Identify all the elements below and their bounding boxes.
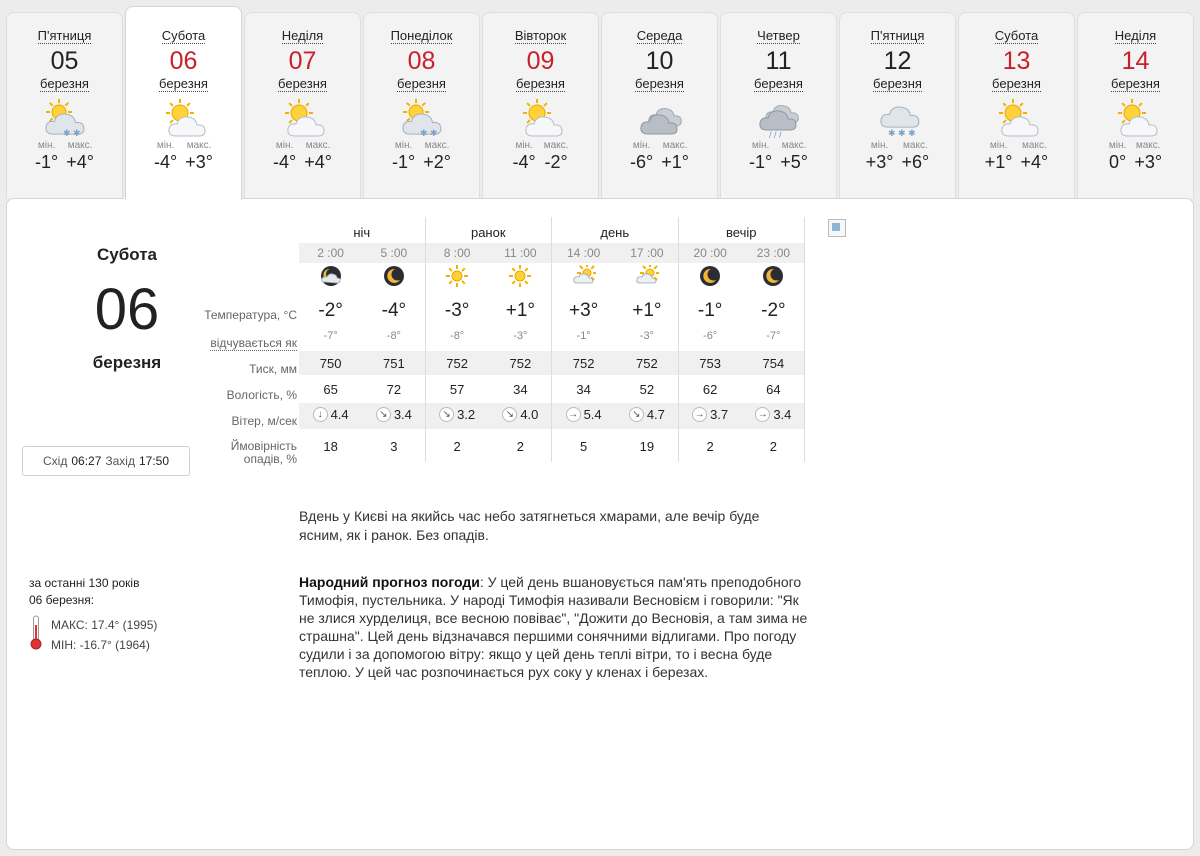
- day-tab-number: 11: [765, 47, 792, 75]
- hour-time: 17 :00: [630, 246, 664, 260]
- sun-cloud-icon: [1110, 98, 1162, 140]
- hour-wind: [362, 407, 425, 422]
- wind-speed: 3.4: [773, 407, 792, 422]
- hour-pressure: 750: [319, 356, 342, 371]
- wind-speed: 3.7: [710, 407, 729, 422]
- day-tab-min: [749, 140, 772, 173]
- day-tab-weekday: Вівторок: [514, 28, 567, 43]
- folk-forecast-text: : У цей день вшановується пам'ять преподобного Тимофія, пустельника. У народі Тимофія називали Весновієм і говорили: "Як не злися хурделиця, все весною повіває", "Дожити до Весновія, а там зима не страшна". Цей день відзначався першими сонячними відлигами. Про погоду судили і за допомогою вітру: якщо у цей день теплі вітри, то і весна буде теплою. У цей час розпочинається рух соку у кленах і березах.: [299, 574, 808, 680]
- min-temp: -1°: [392, 152, 416, 172]
- day-tab-number: 07: [288, 47, 317, 75]
- day-tab-max: [66, 140, 94, 173]
- hour-precip-probability: 5: [580, 439, 588, 454]
- svg-text:✱ ✱: ✱ ✱: [62, 128, 81, 138]
- sunrise-label: Схід: [43, 454, 68, 468]
- day-tab-month: березня: [873, 76, 922, 91]
- day-tab-min: [1109, 140, 1126, 173]
- hour-precip-probability: 2: [706, 439, 714, 454]
- record-max: МАКС: 17.4° (1995): [51, 618, 158, 632]
- hour-humidity: 34: [513, 382, 528, 397]
- max-label: макс.: [67, 140, 93, 151]
- day-tab-min: [392, 140, 415, 173]
- day-tabs: [6, 10, 1196, 200]
- hour-pressure: 751: [383, 356, 405, 371]
- hour-feels-like: -1°: [576, 330, 591, 342]
- partly-cloudy-icon: [277, 98, 329, 140]
- day-tab-max: [1134, 140, 1162, 173]
- day-tab-temps: [483, 140, 598, 173]
- min-label: мін.: [515, 140, 533, 151]
- climate-records: [29, 575, 209, 655]
- cloud-sun-snow-icon: [396, 98, 448, 140]
- label-precip: Ймовірність опадів, %: [230, 439, 297, 466]
- folk-forecast-title: Народний прогноз погоди: [299, 574, 480, 590]
- hour-humidity: 65: [323, 382, 338, 397]
- min-temp: +3°: [865, 152, 894, 172]
- hour-pressure: 754: [762, 356, 785, 371]
- wind-direction-icon: ↘: [629, 407, 644, 422]
- day-tab-weekday: Понеділок: [390, 28, 453, 43]
- day-tab-min: [154, 140, 177, 173]
- day-tab-weekday: П'ятниця: [870, 28, 925, 43]
- hour-time: 8 :00: [443, 246, 471, 260]
- hour-wind: [615, 407, 678, 422]
- label-wind: Вітер, м/сек: [231, 414, 297, 428]
- hour-temperature: -3°: [444, 300, 470, 321]
- day-tab-temps: [959, 140, 1074, 173]
- svg-text:/ / /: / / /: [768, 130, 782, 140]
- day-tab-month: березня: [516, 76, 565, 91]
- wind-direction-icon: →: [692, 407, 707, 422]
- hour-pressure: 752: [636, 356, 658, 371]
- partly-cloudy-icon: [515, 98, 567, 140]
- min-label: мін.: [989, 140, 1008, 151]
- min-label: мін.: [870, 140, 889, 151]
- hour-pressure: 753: [699, 356, 721, 371]
- day-tab-temps: [721, 140, 836, 173]
- period-name: ранок: [470, 225, 506, 240]
- hour-feels-like: -8°: [386, 330, 401, 342]
- max-temp: -2°: [544, 152, 568, 172]
- max-temp: +6°: [901, 152, 930, 172]
- svg-text:✱ ✱: ✱ ✱: [419, 128, 438, 138]
- max-label: макс.: [903, 140, 928, 151]
- day-tab-temps: [7, 140, 122, 173]
- moon-icon: [679, 265, 742, 292]
- wind-direction-icon: →: [566, 407, 581, 422]
- hour-temperature: +1°: [505, 300, 535, 321]
- wind-direction-icon: ↘: [439, 407, 454, 422]
- label-temperature: Температура, °C: [204, 308, 297, 322]
- sun-cloud-small-icon: [615, 265, 678, 292]
- cloud-rain-icon: [753, 98, 805, 140]
- label-feels[interactable]: відчувається як: [210, 336, 297, 350]
- day-tab-temps: [840, 140, 955, 173]
- hour-wind: [742, 407, 805, 422]
- hour-wind: [426, 407, 489, 422]
- min-label: мін.: [1108, 140, 1127, 151]
- sun-cloud-icon: [991, 98, 1043, 140]
- hour-feels-like: -6°: [703, 330, 718, 342]
- day-tab-temps: [126, 140, 241, 173]
- wind-speed: 4.0: [520, 407, 539, 422]
- day-tab-number: 12: [883, 47, 912, 75]
- day-tab-month: березня: [754, 76, 803, 91]
- day-tab-temps: [364, 140, 479, 173]
- moon-icon: [742, 265, 805, 292]
- sunset-label: Захід: [105, 454, 135, 468]
- max-temp: +5°: [780, 152, 808, 172]
- day-tab-temps: [1078, 140, 1193, 173]
- min-label: мін.: [394, 140, 413, 151]
- hour-time: 2 :00: [317, 246, 344, 260]
- max-temp: +3°: [1134, 152, 1163, 172]
- hour-humidity: 72: [386, 382, 402, 397]
- min-temp: 0°: [1109, 152, 1127, 172]
- hourly-forecast-grid: [299, 217, 805, 462]
- max-temp: +4°: [304, 152, 332, 172]
- day-tab-weekday: Субота: [161, 28, 206, 43]
- hour-pressure: 752: [446, 356, 468, 371]
- max-temp: +4°: [66, 152, 94, 172]
- label-humidity: Вологість, %: [226, 388, 297, 402]
- hour-feels-like: -7°: [323, 330, 338, 342]
- hour-precip-probability: 2: [516, 439, 524, 454]
- day-tab-month: березня: [40, 76, 89, 91]
- min-label: мін.: [37, 140, 56, 151]
- folk-forecast: [299, 573, 809, 681]
- day-tab-weekday: Субота: [994, 28, 1039, 43]
- period-name: день: [600, 225, 630, 240]
- sun-icon: [426, 265, 489, 292]
- records-values: [29, 615, 209, 655]
- day-tab-number: 06: [169, 47, 198, 75]
- day-tab-month: березня: [1111, 76, 1160, 91]
- period-name: ніч: [353, 225, 371, 240]
- records-period: за останні 130 років: [29, 576, 140, 590]
- wind-speed: 4.7: [646, 407, 665, 422]
- partly-cloudy-icon: [158, 98, 210, 140]
- day-tab-weekday: Неділя: [281, 28, 324, 43]
- hour-wind: [552, 407, 615, 422]
- day-tab-11[interactable]: [720, 12, 837, 198]
- max-temp: +2°: [423, 152, 451, 172]
- cloud-sun-snow-icon: [39, 98, 91, 140]
- day-tab-number: 14: [1121, 47, 1150, 75]
- wind-speed: 3.2: [457, 407, 476, 422]
- day-tab-07[interactable]: [244, 12, 361, 198]
- hour-humidity: 57: [449, 382, 465, 397]
- wind-speed: 4.4: [330, 407, 349, 422]
- day-tab-max: [544, 140, 569, 173]
- label-pressure: Тиск, мм: [249, 362, 297, 376]
- day-tab-max: [661, 140, 689, 173]
- day-tab-min: [985, 140, 1013, 173]
- day-tab-number: 08: [407, 47, 436, 75]
- period-name: вечір: [726, 225, 757, 240]
- sun-cloud-small-icon: [552, 265, 615, 292]
- hour-time: 11 :00: [504, 246, 537, 260]
- sun-icon: [489, 265, 552, 292]
- day-tab-month: березня: [159, 76, 208, 91]
- day-tab-temps: [602, 140, 717, 173]
- day-tab-12[interactable]: [839, 12, 956, 198]
- day-tab-weekday: Неділя: [1114, 28, 1157, 43]
- moon-cloud-icon: [299, 265, 362, 292]
- sunrise-sunset-box: [22, 446, 190, 476]
- label-feels-wrap: [210, 336, 297, 350]
- max-label: макс.: [1022, 140, 1047, 151]
- forecast-description: Вдень у Києві на якийсь час небо затягнеться хмарами, але вечір буде ясним, як і ранок. Без опадів.: [299, 508, 760, 543]
- day-tab-weekday: П'ятниця: [37, 28, 92, 43]
- day-tab-min: [513, 140, 536, 173]
- min-temp: -4°: [273, 152, 297, 172]
- day-tab-number: 10: [645, 47, 674, 75]
- max-label: макс.: [1135, 140, 1161, 151]
- wind-direction-icon: ↓: [313, 407, 328, 422]
- day-tab-min: [866, 140, 894, 173]
- hour-time: 5 :00: [380, 246, 408, 260]
- wind-speed: 3.4: [393, 407, 412, 422]
- day-tab-temps: [245, 140, 360, 173]
- thermometer-icon: [29, 615, 43, 651]
- hour-wind: [489, 407, 552, 422]
- day-tab-06[interactable]: [125, 6, 242, 200]
- max-label: макс.: [186, 140, 212, 151]
- selected-month: березня: [92, 353, 162, 372]
- wind-direction-icon: ↘: [376, 407, 391, 422]
- day-tab-max: [304, 140, 332, 173]
- day-detail-panel: [6, 198, 1194, 850]
- min-temp: +1°: [984, 152, 1013, 172]
- sunset-time: 17:50: [138, 454, 169, 468]
- hour-time: 20 :00: [693, 246, 727, 260]
- hour-precip-probability: 18: [323, 439, 338, 454]
- max-label: макс.: [305, 140, 331, 151]
- day-tab-max: [902, 140, 930, 173]
- max-label: макс.: [781, 140, 807, 151]
- wind-direction-icon: ↘: [502, 407, 517, 422]
- max-temp: +4°: [1020, 152, 1049, 172]
- day-tab-weekday: Середа: [636, 28, 683, 43]
- day-tab-month: березня: [397, 76, 446, 91]
- max-label: макс.: [543, 140, 569, 151]
- hour-feels-like: -3°: [513, 330, 528, 342]
- moon-icon: [362, 265, 425, 292]
- day-tab-max: [780, 140, 808, 173]
- sunrise-time: 06:27: [71, 454, 102, 468]
- hour-wind: [679, 407, 742, 422]
- hour-precip-probability: 19: [639, 439, 655, 454]
- records-date: 06 березня:: [29, 593, 95, 607]
- hour-time: 14 :00: [566, 246, 601, 260]
- hour-feels-like: -8°: [450, 330, 465, 342]
- day-tab-min: [273, 140, 296, 173]
- hour-temperature: +3°: [568, 300, 599, 321]
- min-temp: -1°: [749, 152, 773, 172]
- day-tab-08[interactable]: [363, 12, 480, 198]
- hour-precip-probability: 2: [453, 439, 461, 454]
- hour-temperature: +1°: [632, 300, 662, 321]
- hour-humidity: 52: [639, 382, 655, 397]
- day-tab-number: 09: [526, 47, 555, 75]
- min-label: мін.: [751, 140, 770, 151]
- hour-precip-probability: 2: [769, 439, 777, 454]
- min-temp: -1°: [35, 152, 59, 172]
- max-label: макс.: [424, 140, 450, 151]
- record-min: МІН: -16.7° (1964): [51, 638, 150, 652]
- hour-temperature: -4°: [381, 300, 407, 321]
- max-temp: +3°: [185, 152, 213, 172]
- hour-humidity: 64: [766, 382, 781, 397]
- cloud-snow-icon: [872, 98, 924, 140]
- hour-temperature: -2°: [761, 300, 786, 321]
- day-tab-month: березня: [278, 76, 327, 91]
- wind-speed: 5.4: [583, 407, 602, 422]
- overcast-icon: [634, 98, 686, 140]
- max-temp: +1°: [661, 152, 689, 172]
- hour-wind: [299, 407, 362, 422]
- day-tab-max: [185, 140, 213, 173]
- day-tab-14[interactable]: [1077, 12, 1194, 198]
- min-label: мін.: [156, 140, 175, 151]
- day-tab-max: [423, 140, 451, 173]
- min-label: мін.: [275, 140, 294, 151]
- day-tab-month: березня: [635, 76, 684, 91]
- hour-feels-like: -3°: [639, 330, 654, 342]
- day-tab-05[interactable]: [6, 12, 123, 198]
- hour-pressure: 752: [572, 356, 595, 371]
- min-temp: -6°: [630, 152, 654, 172]
- day-tab-number: 05: [50, 47, 79, 75]
- day-tab-max: [1021, 140, 1049, 173]
- hour-time: 23 :00: [756, 246, 791, 260]
- hour-temperature: -1°: [697, 300, 723, 321]
- wind-direction-icon: →: [755, 407, 770, 422]
- hour-humidity: 34: [576, 382, 591, 397]
- hour-temperature: -2°: [318, 300, 343, 321]
- day-tab-10[interactable]: [601, 12, 718, 198]
- selected-day-number: 06: [94, 277, 160, 342]
- hour-pressure: 752: [509, 356, 532, 371]
- max-label: макс.: [662, 140, 688, 151]
- day-tab-min: [35, 140, 58, 173]
- day-tab-min: [630, 140, 653, 173]
- selected-weekday: Субота: [97, 245, 157, 264]
- svg-text:✱ ✱ ✱: ✱ ✱ ✱: [887, 128, 916, 138]
- day-tab-09[interactable]: [482, 12, 599, 198]
- hour-humidity: 62: [702, 382, 718, 397]
- hour-feels-like: -7°: [766, 330, 781, 342]
- day-tab-month: березня: [992, 76, 1041, 91]
- min-label: мін.: [632, 140, 651, 151]
- broken-image-icon: [828, 219, 846, 237]
- day-tab-13[interactable]: [958, 12, 1075, 198]
- day-tab-number: 13: [1002, 47, 1031, 75]
- min-temp: -4°: [512, 152, 536, 172]
- hour-precip-probability: 3: [390, 439, 398, 454]
- min-temp: -4°: [154, 152, 178, 172]
- day-tab-weekday: Четвер: [757, 28, 800, 43]
